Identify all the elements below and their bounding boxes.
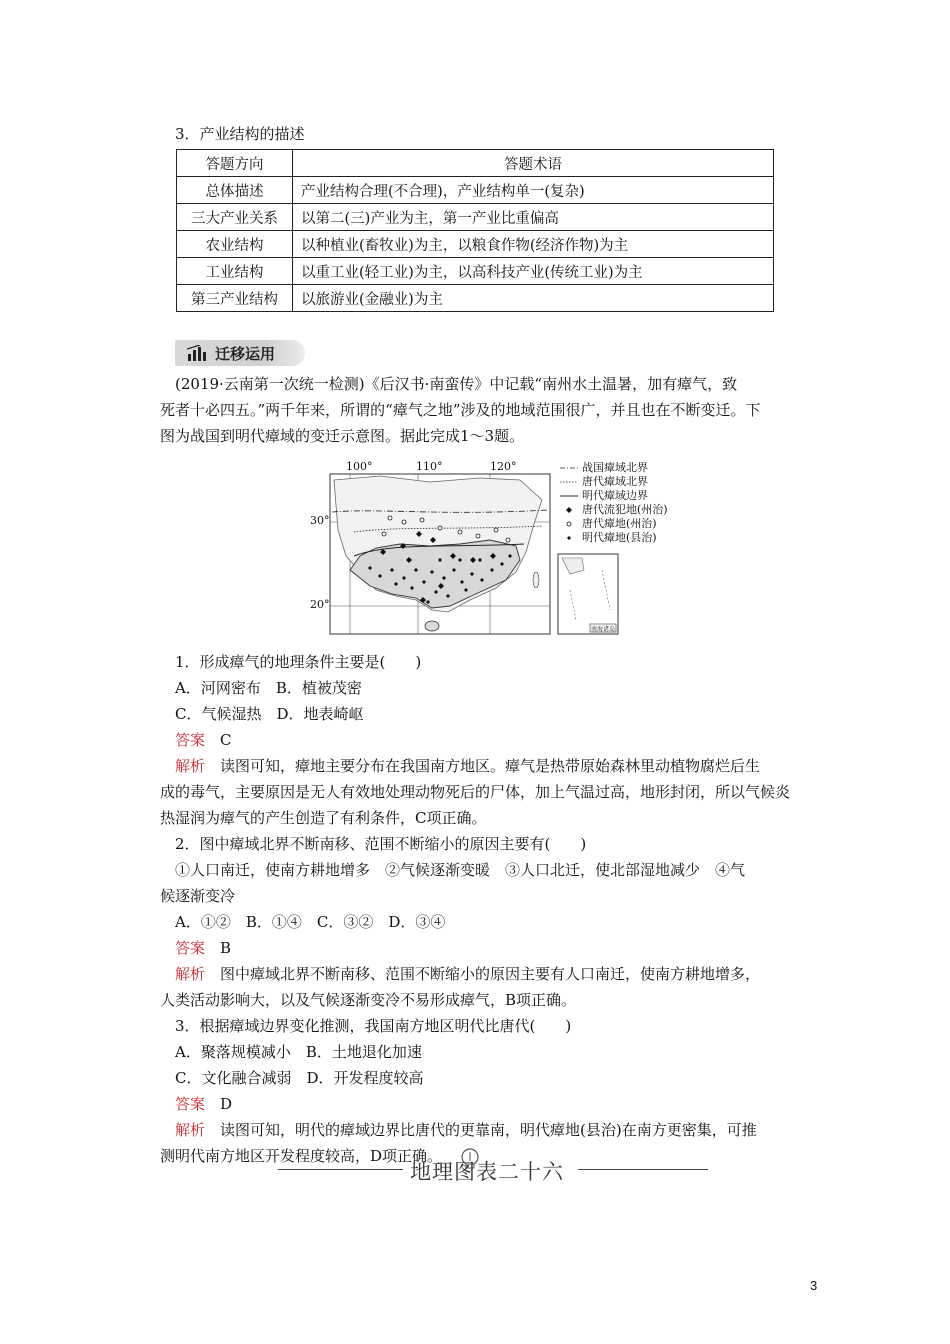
answer-label: 答案 bbox=[175, 939, 206, 957]
analysis-text: 热湿润为瘴气的产生创造了有利条件，C项正确。 bbox=[160, 809, 487, 827]
analysis-text: 图中瘴域北界不断南移、范围不断缩小的原因主要有人口南迁，使南方耕地增多， bbox=[220, 965, 761, 983]
legend-entry: 明代瘴地(县治) bbox=[582, 531, 657, 544]
answer-label: 答案 bbox=[175, 1095, 206, 1113]
analysis-text: 测明代南方地区开发程度较高，D项正确。 bbox=[160, 1147, 443, 1165]
table-cell: 三大产业关系 bbox=[177, 204, 293, 231]
question-options: C．文化融合减弱 D．开发程度较高 bbox=[175, 1069, 424, 1087]
section-banner bbox=[175, 340, 305, 366]
table-header-row bbox=[177, 150, 774, 177]
legend-entry: 唐代瘴域北界 bbox=[582, 475, 648, 488]
question-options: A．①② B．①④ C．③② D．③④ bbox=[175, 913, 446, 931]
footer-divider-right bbox=[578, 1169, 708, 1170]
longitude-label: 100° bbox=[346, 460, 373, 473]
question-stem: 1．形成瘴气的地理条件主要是( ) bbox=[175, 653, 422, 671]
analysis-text: 读图可知，瘴地主要分布在我国南方地区。瘴气是热带原始森林里动植物腐烂后生 bbox=[220, 757, 761, 775]
answer-line bbox=[175, 727, 825, 753]
intro-line: (2019·云南第一次统一检测)《后汉书·南蛮传》中记载“南州水土温暑，加有瘴气，致 bbox=[175, 375, 738, 393]
analysis-text: 成的毒气，主要原因是无人有效地处理动物死后的尸体，加上气温过高，地形封闭，所以气候炎 bbox=[160, 783, 791, 801]
column-header-terms: 答题术语 bbox=[293, 150, 774, 177]
legend-entry: 明代瘴域边界 bbox=[582, 489, 648, 502]
column-header-direction: 答题方向 bbox=[177, 150, 293, 177]
table-cell: 农业结构 bbox=[177, 231, 293, 258]
analysis-line bbox=[175, 753, 825, 779]
table-cell: 第三产业结构 bbox=[177, 285, 293, 312]
table-cell: 以旅游业(金融业)为主 bbox=[293, 285, 774, 312]
answer-value: B bbox=[220, 939, 232, 957]
table-cell: 以种植业(畜牧业)为主，以粮食作物(经济作物)为主 bbox=[293, 231, 774, 258]
longitude-label: 120° bbox=[490, 460, 517, 473]
industry-structure-table bbox=[176, 149, 774, 312]
table-cell: 总体描述 bbox=[177, 177, 293, 204]
answer-label: 答案 bbox=[175, 731, 206, 749]
question-stem: 3．根据瘴域边界变化推测，我国南方地区明代比唐代( ) bbox=[175, 1017, 572, 1035]
answer-line bbox=[175, 935, 825, 961]
analysis-label: 解析 bbox=[175, 965, 206, 983]
intro-line: 死者十必四五。”两千年来，所谓的“瘴气之地”涉及的地域范围很广，并且也在不断变迁。下 bbox=[160, 401, 761, 419]
footer-title: 地理图表二十六 bbox=[410, 1160, 564, 1184]
table-row bbox=[177, 231, 774, 258]
latitude-label: 20° bbox=[310, 598, 330, 611]
section-title: 3．产业结构的描述 bbox=[175, 125, 305, 143]
table-row bbox=[177, 258, 774, 285]
table-cell: 工业结构 bbox=[177, 258, 293, 285]
table-row bbox=[177, 204, 774, 231]
table-row bbox=[177, 285, 774, 312]
analysis-line bbox=[175, 1117, 825, 1143]
question-stem: 2．图中瘴域北界不断南移、范围不断缩小的原因主要有( ) bbox=[175, 835, 587, 853]
table-cell: 产业结构合理(不合理)，产业结构单一(复杂) bbox=[293, 177, 774, 204]
longitude-label: 110° bbox=[416, 460, 443, 473]
page-number: 3 bbox=[810, 1278, 818, 1293]
question-items: 候逐渐变冷 bbox=[160, 887, 236, 905]
question-items: ①人口南迁，使南方耕地增多 ②气候逐渐变暖 ③人口北迁，使北部湿地减少 ④气 bbox=[175, 861, 746, 879]
question-options: A．河网密布 B．植被茂密 bbox=[175, 679, 362, 697]
answer-value: C bbox=[220, 731, 232, 749]
banner-label: 迁移运用 bbox=[215, 345, 276, 363]
analysis-text: 人类活动影响大，以及气候逐渐变冷不易形成瘴气，B项正确。 bbox=[160, 991, 577, 1009]
footer-divider-left bbox=[278, 1169, 403, 1170]
miasma-region-map bbox=[310, 460, 675, 638]
legend-entry: 战国瘴域北界 bbox=[582, 461, 648, 474]
answer-value: D bbox=[220, 1095, 233, 1113]
table-cell: 以第二(三)产业为主，第一产业比重偏高 bbox=[293, 204, 774, 231]
legend-entry: 唐代流犯地(州治) bbox=[582, 503, 668, 516]
analysis-text: 读图可知，明代的瘴域边界比唐代的更靠南，明代瘴地(县治)在南方更密集，可推 bbox=[220, 1121, 757, 1139]
intro-line: 图为战国到明代瘴域的变迁示意图。据此完成1～3题。 bbox=[160, 427, 525, 445]
bar-chart-icon bbox=[187, 345, 207, 361]
analysis-line bbox=[175, 961, 825, 987]
analysis-label: 解析 bbox=[175, 757, 206, 775]
legend-entry: 唐代瘴地(州治) bbox=[582, 517, 657, 530]
table-cell: 以重工业(轻工业)为主，以高科技产业(传统工业)为主 bbox=[293, 258, 774, 285]
question-options: A．聚落规模减小 B．土地退化加速 bbox=[175, 1043, 422, 1061]
question-options: C．气候湿热 D．地表崎岖 bbox=[175, 705, 364, 723]
table-row bbox=[177, 177, 774, 204]
analysis-label: 解析 bbox=[175, 1121, 206, 1139]
answer-line bbox=[175, 1091, 825, 1117]
map-legend bbox=[582, 461, 668, 545]
latitude-label: 30° bbox=[310, 514, 330, 527]
inset-label: 南海诸岛 bbox=[591, 626, 616, 633]
